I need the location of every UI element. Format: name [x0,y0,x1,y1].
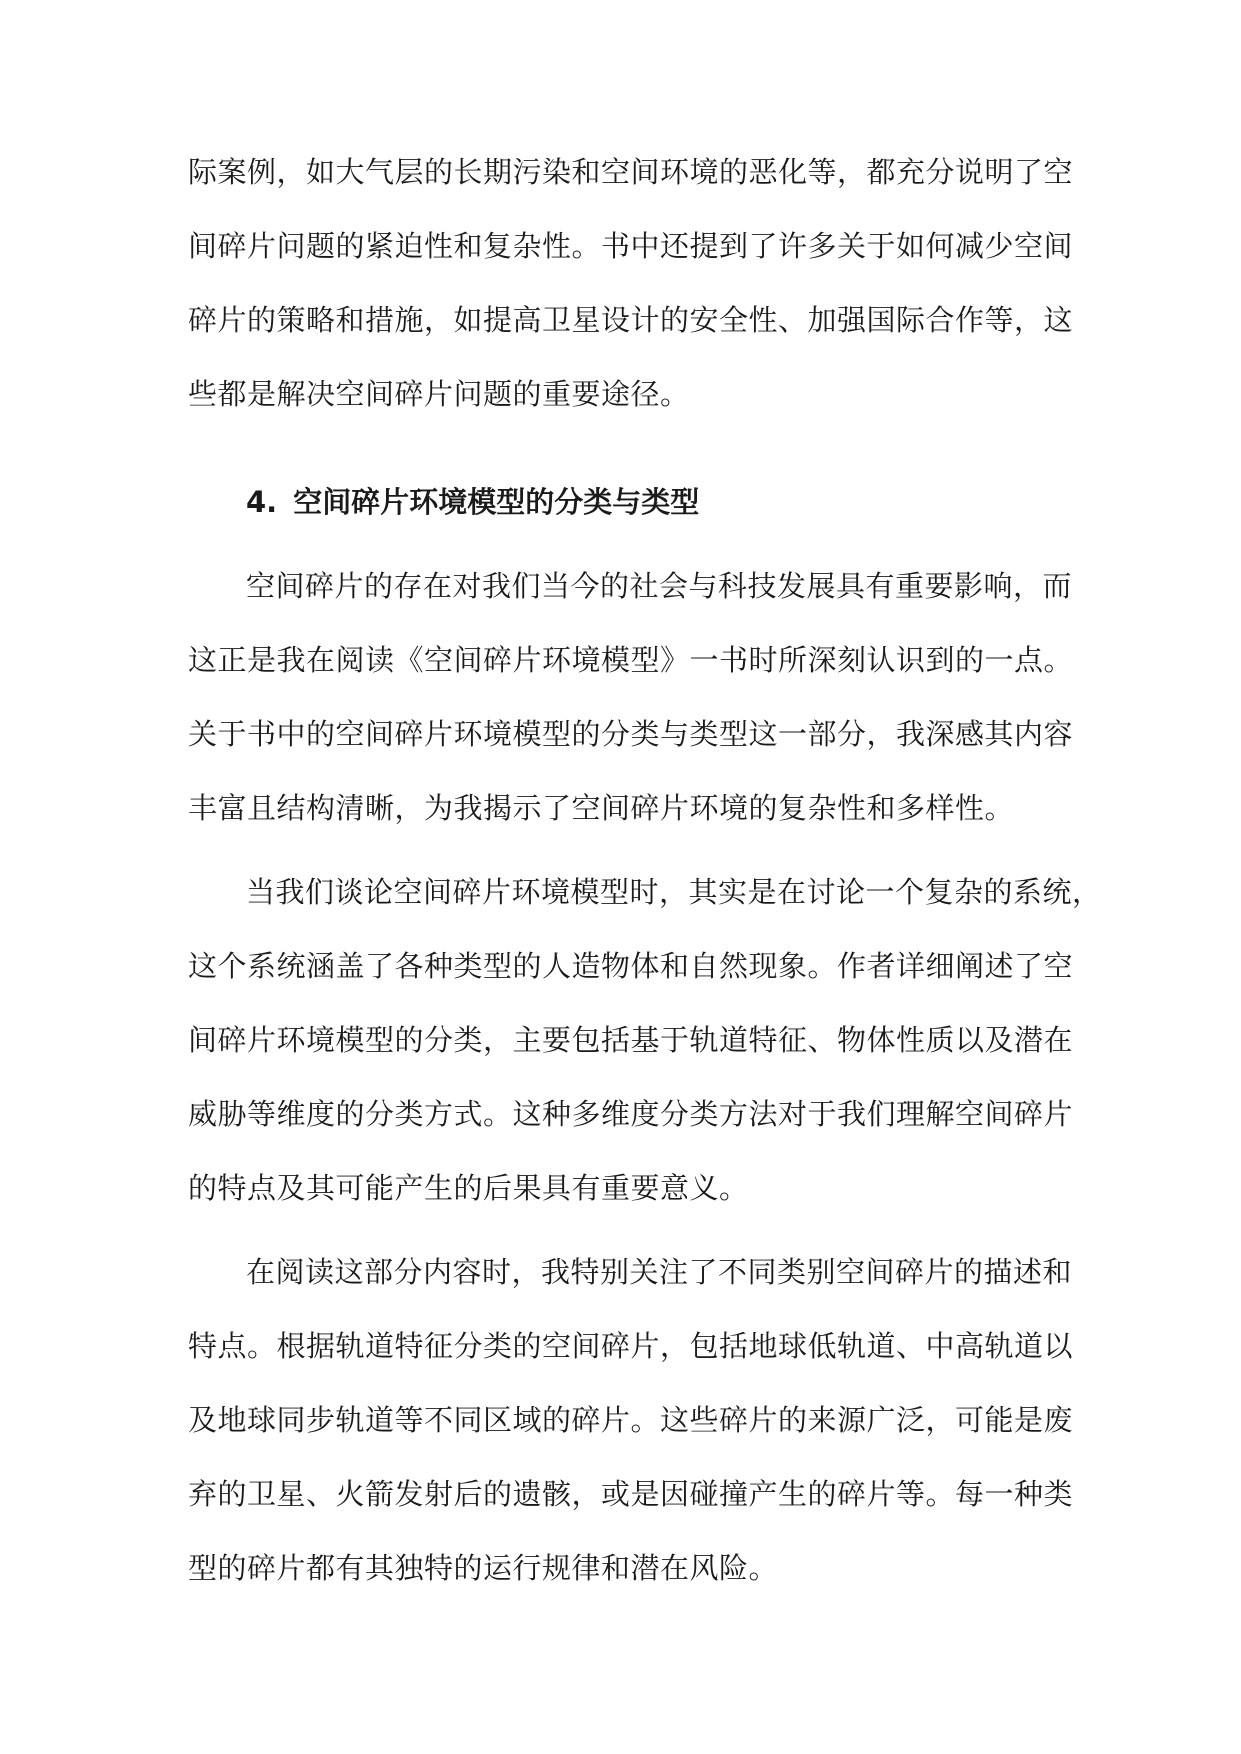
paragraph-line: 的特点及其可能产生的后果具有重要意义。 [188,1171,749,1205]
paragraph-line: 型的碎片都有其独特的运行规律和潜在风险。 [188,1551,779,1585]
section-number: 4. [246,485,278,519]
paragraph-line: 碎片的策略和措施，如提高卫星设计的安全性、加强国际合作等，这 [188,303,1074,337]
paragraph-line: 这正是我在阅读《空间碎片环境模型》一书时所深刻认识到的一点。 [188,643,1074,677]
section-heading [246,484,699,520]
paragraph-line: 际案例，如大气层的长期污染和空间环境的恶化等，都充分说明了空 [188,155,1074,189]
paragraph-line: 威胁等维度的分类方式。这种多维度分类方法对于我们理解空间碎片 [188,1097,1074,1131]
paragraph-line: 当我们谈论空间碎片环境模型时，其实是在讨论一个复杂的系统， [246,875,1102,909]
paragraph-line: 及地球同步轨道等不同区域的碎片。这些碎片的来源广泛，可能是废 [188,1403,1074,1437]
paragraph-line: 特点。根据轨道特征分类的空间碎片，包括地球低轨道、中高轨道以 [188,1329,1074,1363]
paragraph-line: 关于书中的空间碎片环境模型的分类与类型这一部分，我深感其内容 [188,717,1074,751]
section-title: 空间碎片环境模型的分类与类型 [293,485,700,519]
paragraph-line: 空间碎片的存在对我们当今的社会与科技发展具有重要影响，而 [246,569,1073,603]
paragraph-line: 些都是解决空间碎片问题的重要途径。 [188,377,690,411]
paragraph-line: 弃的卫星、火箭发射后的遗骸，或是因碰撞产生的碎片等。每一种类 [188,1477,1074,1511]
paragraph-line: 间碎片问题的紧迫性和复杂性。书中还提到了许多关于如何减少空间 [188,229,1074,263]
paragraph-line: 间碎片环境模型的分类，主要包括基于轨道特征、物体性质以及潜在 [188,1023,1074,1057]
paragraph-line: 在阅读这部分内容时，我特别关注了不同类别空间碎片的描述和 [246,1255,1073,1289]
paragraph-line: 这个系统涵盖了各种类型的人造物体和自然现象。作者详细阐述了空 [188,949,1074,983]
paragraph-line: 丰富且结构清晰，为我揭示了空间碎片环境的复杂性和多样性。 [188,791,1015,825]
